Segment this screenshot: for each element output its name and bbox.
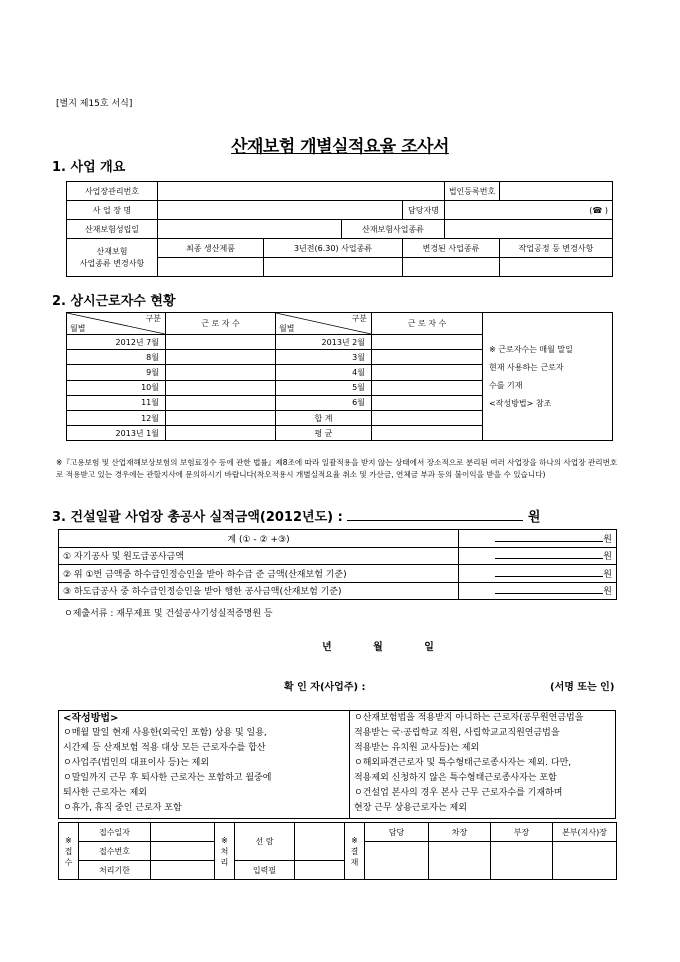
receipt-label: ※ 접 수 [59,823,79,880]
established-date-label: 산재보험성립일 [67,220,158,239]
guide-line: 적용제외 신청하지 않은 특수형태근로종사자는 포함 [354,773,557,783]
entry-field[interactable] [295,861,345,880]
guide-title: <작성방법> [63,713,119,724]
entry-label: 입력필 [235,861,295,880]
corp-reg-no-field[interactable] [500,182,613,201]
guide-line: ㅇ건설업 본사의 경우 본사 근무 근로자수를 기재하며 [354,788,563,798]
receipt-no-field[interactable] [151,842,215,861]
reader-label: 선 람 [235,823,295,861]
month-label: 4월 [276,365,372,380]
industry-type-label: 산재보험사업종류 [342,220,445,239]
receipt-date-field[interactable] [151,823,215,842]
approver-header: 부장 [491,823,553,842]
signature-label: (서명 또는 인) [550,682,615,693]
business-overview-table [66,181,613,277]
corp-reg-no-label: 법인등록번호 [445,182,500,201]
approval-sign-field[interactable] [365,842,429,880]
month-label: 2012년 7월 [67,335,166,350]
submission-docs: ㅇ제출서류 : 재무제표 및 건설공사기성실적증명원 등 [64,609,273,619]
col-process-change: 작업공정 등 변경사항 [500,239,613,258]
guide-line: ㅇ사업주(법인의 대표이사 등)는 제외 [63,758,210,768]
form-number: [별지 제15호 서식] [56,99,133,109]
amount-row-label: ① 자기공사 및 원도급공사금액 [59,547,459,565]
guide-line: 퇴사한 근로자는 제외 [63,788,147,798]
business-name-field[interactable] [158,201,403,220]
process-change-field[interactable] [500,258,613,277]
workers-field[interactable] [372,335,483,350]
header-diagonal-left [67,313,166,335]
workers-field[interactable] [166,365,276,380]
approver-header: 차장 [429,823,491,842]
guide-line: ㅇ말일까지 근무 후 퇴사한 근로자는 포함하고 월중에 [63,773,272,783]
approval-label: ※ 결 재 [345,823,365,880]
process-label: ※ 처 리 [215,823,235,880]
established-date-field[interactable] [158,220,342,239]
total-label: 합 계 [276,410,372,425]
approval-sign-field[interactable] [491,842,553,880]
header-month: 월별 [70,324,86,333]
workers-field[interactable] [372,380,483,395]
workers-field[interactable] [166,350,276,365]
side-note-line: <작성방법> 참조 [489,398,552,408]
month-label: 3월 [276,350,372,365]
won-unit: 원 [603,587,612,598]
side-note-line: 수를 기재 [489,380,523,390]
change-history-label: 산재보험 사업종류 변경사항 [67,239,158,277]
workers-table [66,312,613,441]
manager-label: 담당자명 [403,201,445,220]
total-amount-field[interactable] [347,510,523,521]
month-label: 2013년 1월 [67,426,166,441]
workers-field[interactable] [372,350,483,365]
construction-amount-table [58,529,617,600]
workers-side-note [483,313,613,441]
approver-header: 담당 [365,823,429,842]
month-label: 2013년 2월 [276,335,372,350]
section3-heading [52,506,540,525]
footnote: ※『고용보험 및 산업재해보상보험의 보험료징수 등에 관한 법률』제8조에 따라 일괄적용을 받지 않는 상태에서 장소적으로 분리된 여러 사업장을 하나의 사업장 관리번호로 적용받고 있는 경우에는 관할지사에 문의하시기 바랍니다(착오적용시 개별실적요율 취소 및 가산금, 연체금 부과 등의 불이익을 받을 수 있습니다) [56,458,618,479]
reader-field[interactable] [295,823,345,861]
amount-field[interactable] [459,565,617,583]
confirmer-label: 확 인 자(사업주) : [284,682,366,693]
workers-field[interactable] [166,335,276,350]
amount-row-label: ③ 하도급공사 중 하수급인정승인을 받아 행한 공사금액(산재보험 기준) [59,582,459,600]
office-use-table [58,822,617,880]
industry-type-field[interactable] [445,220,613,239]
manager-phone-field[interactable]: (☎ ) [445,201,613,220]
receipt-no-label: 접수번호 [79,842,151,861]
workers-field[interactable] [166,395,276,410]
amount-field[interactable] [459,530,617,548]
guide-line: 현장 근무 상용근로자는 제외 [354,803,467,813]
amount-field[interactable] [459,547,617,565]
workers-field[interactable] [372,395,483,410]
workers-field[interactable] [166,410,276,425]
section2-heading: 2. 상시근로자수 현황 [52,294,176,309]
guide-line: ㅇ산재보험법을 적용받지 아니하는 근로자(공무원연금법을 [354,713,584,723]
won-unit: 원 [603,552,612,563]
deadline-label: 처리기한 [79,861,151,880]
won-unit: 원 [527,510,541,525]
amount-row-label: 계 (① - ② +③) [59,530,459,548]
col-products: 최종 생산제품 [158,239,264,258]
guide-right-column [349,711,615,818]
won-unit: 원 [603,534,612,545]
month-label: 6월 [276,395,372,410]
approval-sign-field[interactable] [553,842,617,880]
month-label: 10월 [67,380,166,395]
col-changed-industry: 변경된 사업종류 [403,239,500,258]
header-diagonal-right [276,313,372,335]
won-unit: 원 [603,569,612,580]
guide-line: ㅇ매월 말일 현재 사용한(외국인 포함) 상용 및 일용, [63,728,267,738]
writing-guide [58,710,616,819]
approval-sign-field[interactable] [429,842,491,880]
amount-row-label: ② 위 ①번 금액중 하수급인정승인을 받아 하수급 준 금액(산재보험 기준) [59,565,459,583]
workers-field[interactable] [372,365,483,380]
month-label: 11월 [67,395,166,410]
changed-industry-field[interactable] [403,258,500,277]
products-field[interactable] [158,258,264,277]
workplace-no-label: 사업장관리번호 [67,182,158,201]
section1-heading: 1. 사업 개요 [52,160,126,175]
guide-line: ㅇ휴가, 휴직 중인 근로자 포함 [63,803,182,813]
guide-left-column [63,711,345,816]
deadline-field[interactable] [151,861,215,880]
workers-field[interactable] [166,426,276,441]
header-month: 월별 [279,324,295,333]
guide-line: 시간제 등 산재보험 적용 대상 모든 근로자수를 합산 [63,743,266,753]
date-line: 년 월 일 [322,642,434,653]
month-label: 12월 [67,410,166,425]
average-label: 평 균 [276,426,372,441]
amount-field[interactable] [459,582,617,600]
guide-line: ㅇ해외파견근로자 및 특수형태근로종사자는 제외. 다만, [354,758,572,768]
document-title: 산재보험 개별실적요율 조사서 [231,137,449,157]
average-field[interactable] [372,426,483,441]
header-category: 구분 [145,314,161,323]
month-label: 5월 [276,380,372,395]
business-name-label: 사 업 장 명 [67,201,158,220]
workplace-no-field[interactable] [158,182,445,201]
section3-heading-text: 3. 건설일괄 사업장 총공사 실적금액(2012년도) : [52,510,343,525]
guide-line: 적용받는 국·공립학교 직원, 사립학교교직원연금법을 [354,728,560,738]
total-field[interactable] [372,410,483,425]
receipt-date-label: 접수일자 [79,823,151,842]
month-label: 9월 [67,365,166,380]
workers-field[interactable] [166,380,276,395]
side-note-line: 현재 사용하는 근로자 [489,362,564,372]
3yr-industry-field[interactable] [264,258,403,277]
header-workers-right: 근 로 자 수 [372,313,483,335]
guide-line: 적용받는 유치원 교사등)는 제외 [354,743,480,753]
month-label: 8월 [67,350,166,365]
header-category: 구분 [351,314,367,323]
header-workers-left: 근 로 자 수 [166,313,276,335]
col-3yr-industry: 3년전(6.30) 사업종류 [264,239,403,258]
approver-header: 본부(지사)장 [553,823,617,842]
side-note-line: ※ 근로자수는 매월 말일 [489,344,573,354]
